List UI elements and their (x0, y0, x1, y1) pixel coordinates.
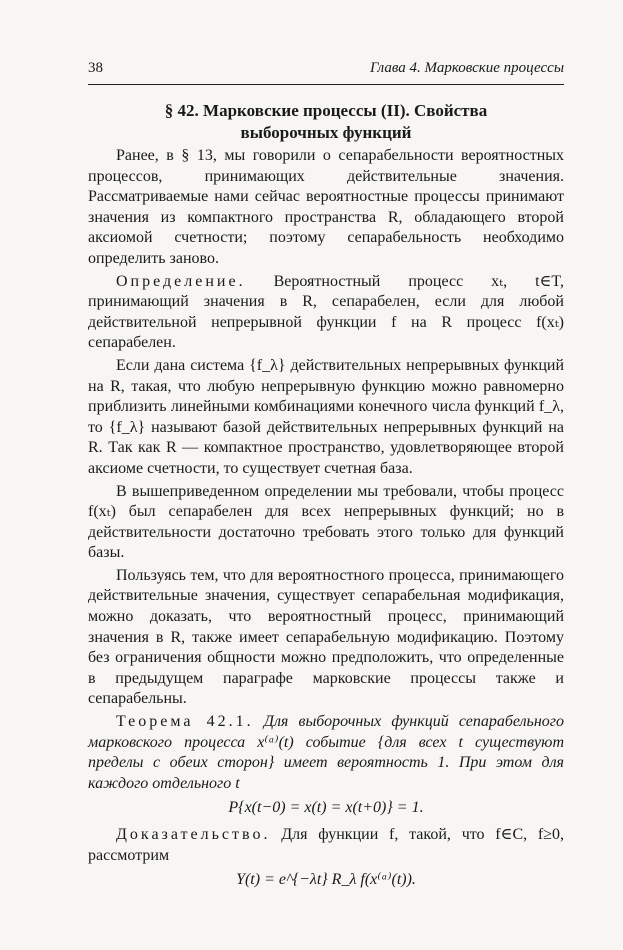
paragraph-definition (88, 272, 564, 354)
definition-label: Определение. (116, 272, 246, 290)
page-header (88, 60, 564, 82)
running-head: Глава 4. Марковские процессы (369, 60, 564, 76)
section-title-line-1: § 42. Марковские процессы (II). Свойства (164, 101, 488, 120)
proof-label: Доказательство. (116, 826, 271, 843)
body-text (88, 146, 564, 891)
definition-text: Вероятностный процесс xₜ, t∈T, принимающий значения в R, сепарабелен, если для любой действительной непрерывной функции f на R процесс f(xₜ) сепарабелен. (88, 272, 564, 352)
paragraph-theorem (88, 712, 564, 794)
theorem-formula: P{x(t−0) = x(t) = x(t+0)} = 1. (228, 799, 424, 817)
proof-formula: Y(t) = e^{−λt} R_λ f(x⁽ᵃ⁾(t)). (236, 871, 416, 889)
theorem-text: Для выборочных функций сепарабельного марковского процесса x⁽ᵃ⁾(t) событие {для всех t существуют пределы с обеих сторон} имеет вероятность 1. При этом для каждого отдельного t (88, 713, 565, 792)
paragraph-proof (88, 825, 564, 866)
theorem-label: Теорема 42.1. (116, 713, 254, 731)
paragraph-modification: Пользуясь тем, что для вероятностного процесса, принимающего действительные значения, существует сепарабельная модификация, можно доказать, что вероятностный процесс, принимающий значения в R, также имеет сепарабельную модификацию. Поэтому без ограничения общности можно предположить, что определенные в предыдущем параграфе марковские процессы также и сепарабельны. (88, 566, 564, 708)
paragraph-basis: Если дана система {f_λ} действительных непрерывных функций на R, такая, что любую непрерывную функцию можно равномерно приблизить линейными комбинациями конечного числа функций f_λ, то {f_λ} называют базой действительных непрерывных функций на R. Так как R — компактное пространство, удовлетворяющее второй аксиоме счетности, то существует счетная база. (88, 356, 564, 477)
header-rule (88, 84, 564, 85)
proof-text: Для функции f, такой, что f∈C, f≥0, рассмотрим (88, 826, 564, 864)
paragraph-remark: В вышеприведенном определении мы требовали, чтобы процесс f(xₜ) был сепарабелен для всех непрерывных функций; но в действительности достаточно требовать этого только для функций базы. (88, 482, 564, 562)
section-title (88, 100, 564, 144)
paragraph-intro: Ранее, в § 13, мы говорили о сепарабельности вероятностных процессов, принимающих действительные значения. Рассматриваемые нами сейчас вероятностные процессы принимают значения из компактного пространства R, обладающего второй аксиомой счетности; поэтому сепарабельность необходимо определить заново. (88, 147, 564, 267)
page-number: 38 (88, 60, 103, 76)
section-title-line-2: выборочных функций (240, 123, 412, 142)
